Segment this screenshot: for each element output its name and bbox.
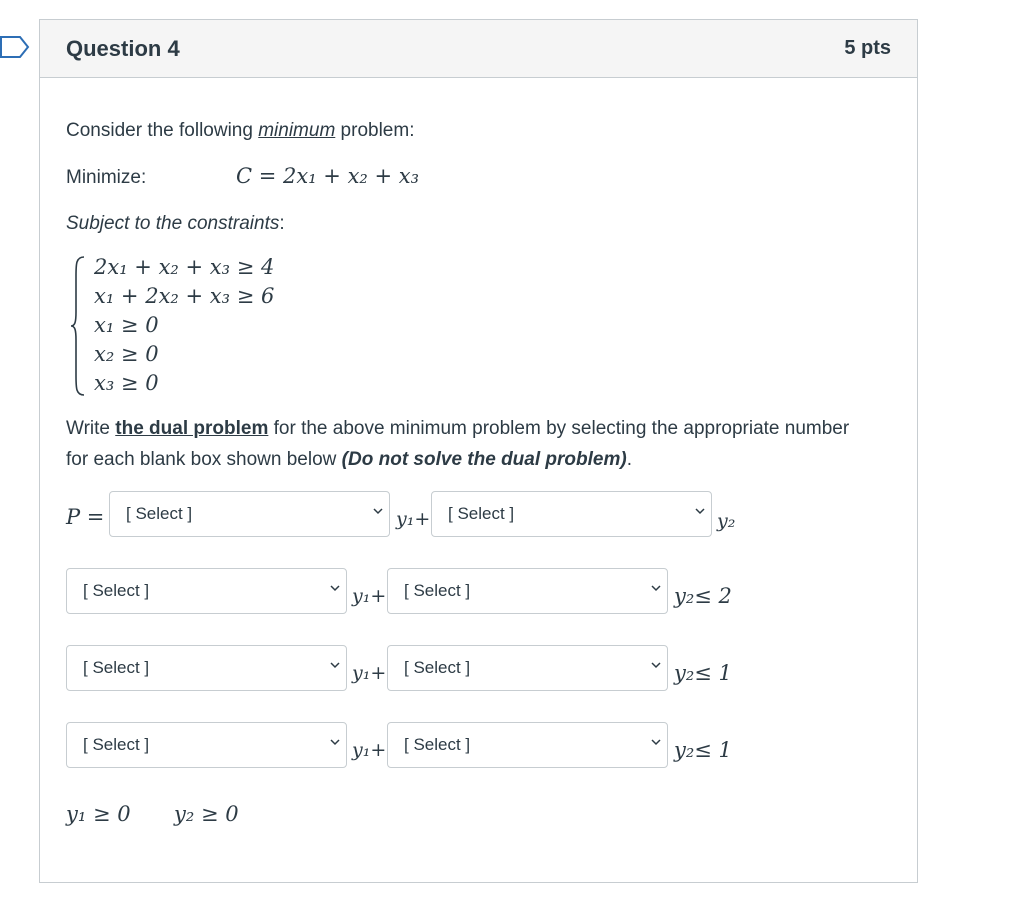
intro-emphasis: minimum [258, 120, 336, 141]
question-points: 5 pts [844, 37, 891, 59]
bookmark-flag-icon[interactable] [0, 36, 30, 58]
question-header [40, 20, 917, 78]
constraint-2: x₁ + 2x₂ + x₃ ≥ 6 [94, 284, 275, 308]
intro-before: Consider the following [66, 120, 259, 141]
constraint-5: x₃ ≥ 0 [94, 371, 159, 395]
dual-objective-label: P = [66, 505, 105, 529]
constraints-label [66, 213, 285, 235]
intro-after: problem: [335, 120, 415, 141]
select-placeholder: [ Select ] [83, 658, 150, 677]
constraint1-rhs: y₂≤ 2 [674, 584, 732, 608]
instruction-line-1 [66, 418, 849, 440]
select-objective-y1[interactable] [109, 491, 390, 537]
select-constraint3-y1[interactable] [66, 722, 347, 768]
constraint-3: x₁ ≥ 0 [94, 313, 159, 337]
chevron-down-icon [373, 506, 383, 516]
select-placeholder: [ Select ] [404, 658, 471, 677]
question-title: Question 4 [66, 35, 180, 61]
chevron-down-icon [651, 583, 661, 593]
select-objective-y2[interactable] [431, 491, 712, 537]
select-constraint1-y1[interactable] [66, 568, 347, 614]
chevron-down-icon [651, 660, 661, 670]
chevron-down-icon [330, 583, 340, 593]
nonneg-y1: y₁ ≥ 0 [66, 802, 131, 826]
constraints-label-colon: : [279, 213, 285, 234]
select-placeholder: [ Select ] [83, 581, 150, 600]
y1-plus-label: y₁+ [352, 662, 387, 684]
select-placeholder: [ Select ] [404, 581, 471, 600]
y1-plus-label: y₁+ [352, 585, 387, 607]
constraint-4: x₂ ≥ 0 [94, 342, 159, 366]
select-constraint1-y2[interactable] [387, 568, 668, 614]
select-constraint2-y2[interactable] [387, 645, 668, 691]
y1-plus-label: y₁+ [396, 508, 431, 530]
constraint-brace [70, 256, 86, 396]
instruction-note: (Do not solve the dual problem) [341, 449, 627, 470]
chevron-down-icon [651, 737, 661, 747]
instruction-line-2 [66, 449, 632, 471]
select-constraint2-y1[interactable] [66, 645, 347, 691]
instruction-middle: for the above minimum problem by selecting the appropriate number [268, 418, 850, 439]
instruction-line2-before: for each blank box shown below [66, 449, 342, 470]
select-placeholder: [ Select ] [448, 504, 515, 523]
objective-expression: C = 2x₁ + x₂ + x₃ [236, 164, 420, 188]
select-placeholder: [ Select ] [83, 735, 150, 754]
instruction-end: . [626, 449, 632, 470]
objective-label: Minimize: [66, 167, 147, 188]
select-constraint3-y2[interactable] [387, 722, 668, 768]
nonneg-y2: y₂ ≥ 0 [174, 802, 239, 826]
constraint-1: 2x₁ + x₂ + x₃ ≥ 4 [94, 255, 275, 279]
chevron-down-icon [695, 506, 705, 516]
intro-text [66, 120, 414, 142]
constraints-label-italic: Subject to the constraints [66, 213, 280, 234]
y1-plus-label: y₁+ [352, 739, 387, 761]
select-placeholder: [ Select ] [404, 735, 471, 754]
select-placeholder: [ Select ] [126, 504, 193, 523]
chevron-down-icon [330, 660, 340, 670]
chevron-down-icon [330, 737, 340, 747]
instruction-before: Write [66, 418, 116, 439]
instruction-dual-problem: the dual problem [115, 418, 269, 439]
constraint3-rhs: y₂≤ 1 [674, 738, 732, 762]
constraint2-rhs: y₂≤ 1 [674, 661, 732, 685]
y2-label: y₂ [717, 510, 736, 532]
